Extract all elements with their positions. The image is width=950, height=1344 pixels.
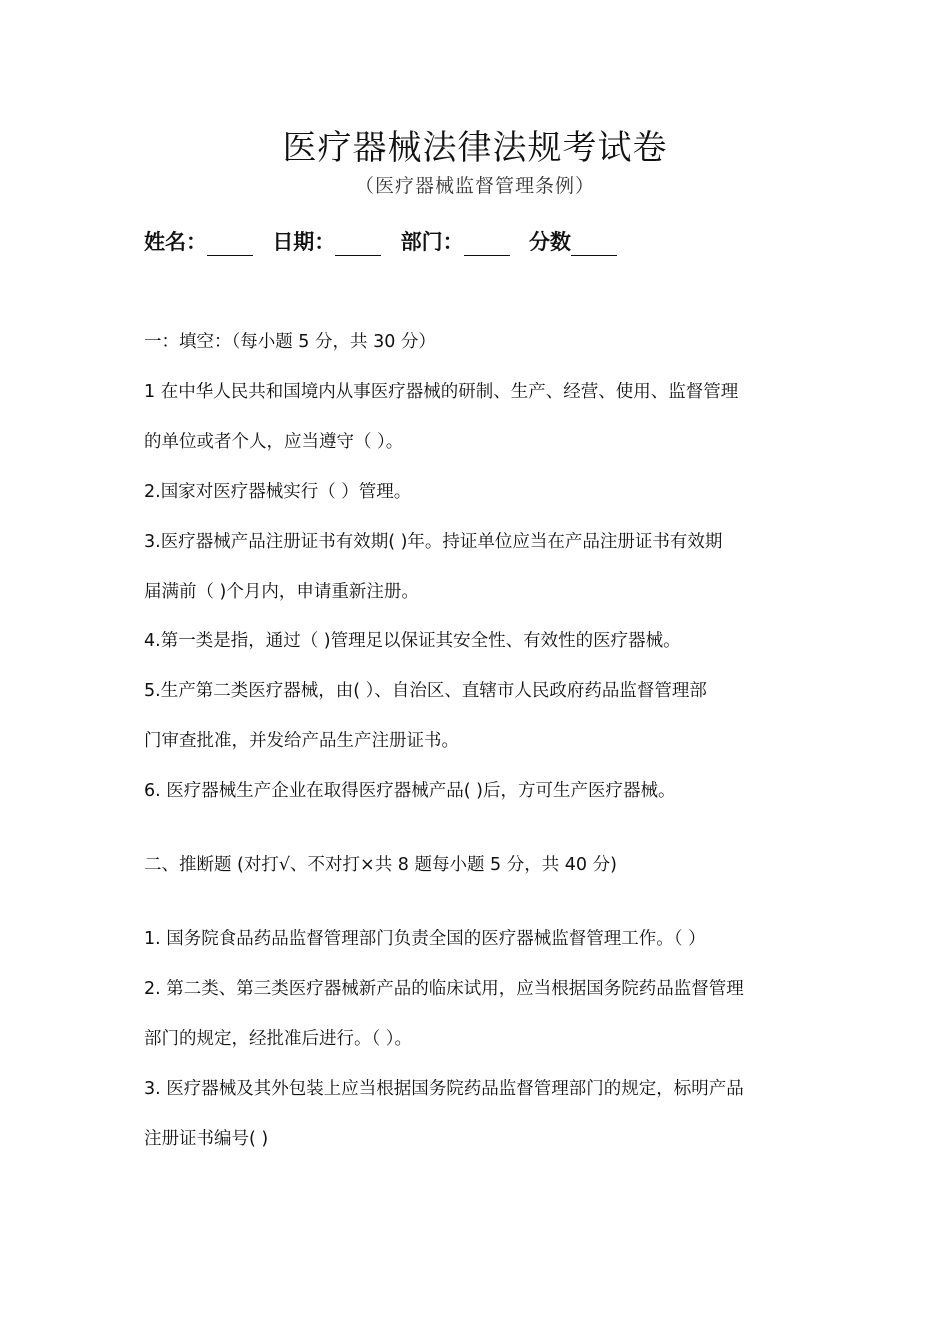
section2-line: 3. 医疗器械及其外包装上应当根据国务院药品监督管理部门的规定，标明产品: [144, 1079, 744, 1099]
exam-subtitle: （医疗器械监督管理条例）: [354, 175, 595, 197]
exam-title: 医疗器械法律法规考试卷: [282, 128, 668, 168]
dept-blank[interactable]: [464, 231, 510, 256]
dept-label: 部门：: [400, 230, 464, 254]
section1-line: 届满前（ )个月内，申请重新注册。: [144, 582, 419, 602]
name-field: [144, 226, 253, 256]
section1-line: 门审查批准，并发给产品生产注册证书。: [144, 731, 459, 751]
info-row: [144, 226, 629, 262]
date-blank[interactable]: [335, 231, 381, 256]
section1-line: 的单位或者个人，应当遵守（ ）。: [144, 432, 404, 452]
section2-heading: 二、推断题 (对打√、不对打×共 8 题每小题 5 分，共 40 分): [144, 855, 617, 875]
section2-line: 注册证书编号( ): [144, 1129, 269, 1149]
dept-field: [401, 226, 510, 256]
score-label: 分数: [528, 230, 571, 254]
section1-heading: 一：填空：（每小题 5 分，共 30 分）: [144, 332, 436, 352]
section1-line: 1 在中华人民共和国境内从事医疗器械的研制、生产、经营、使用、监督管理: [144, 382, 739, 402]
section2-line: 2. 第二类、第三类医疗器械新产品的临床试用，应当根据国务院药品监督管理: [144, 979, 744, 999]
section1-line: 2.国家对医疗器械实行（ ）管理。: [144, 482, 412, 502]
name-blank[interactable]: [207, 231, 253, 256]
section1-line: 4.第一类是指，通过（ )管理足以保证其安全性、有效性的医疗器械。: [144, 631, 681, 651]
date-label: 日期：: [272, 230, 336, 254]
section1-line: 3.医疗器械产品注册证书有效期( )年。持证单位应当在产品注册证书有效期: [144, 532, 723, 552]
score-blank[interactable]: [571, 231, 617, 256]
section1-line: 6. 医疗器械生产企业在取得医疗器械产品( )后，方可生产医疗器械。: [144, 781, 676, 801]
score-field: [529, 226, 617, 256]
section2-line: 部门的规定，经批准后进行。（ ）。: [144, 1029, 413, 1049]
date-field: [272, 226, 381, 256]
section2-line: 1. 国务院食品药品监督管理部门负责全国的医疗器械监督管理工作。（ ）: [144, 929, 706, 949]
section1-line: 5.生产第二类医疗器械，由( ）、自治区、直辖市人民政府药品监督管理部: [144, 681, 707, 701]
name-label: 姓名：: [144, 230, 207, 254]
